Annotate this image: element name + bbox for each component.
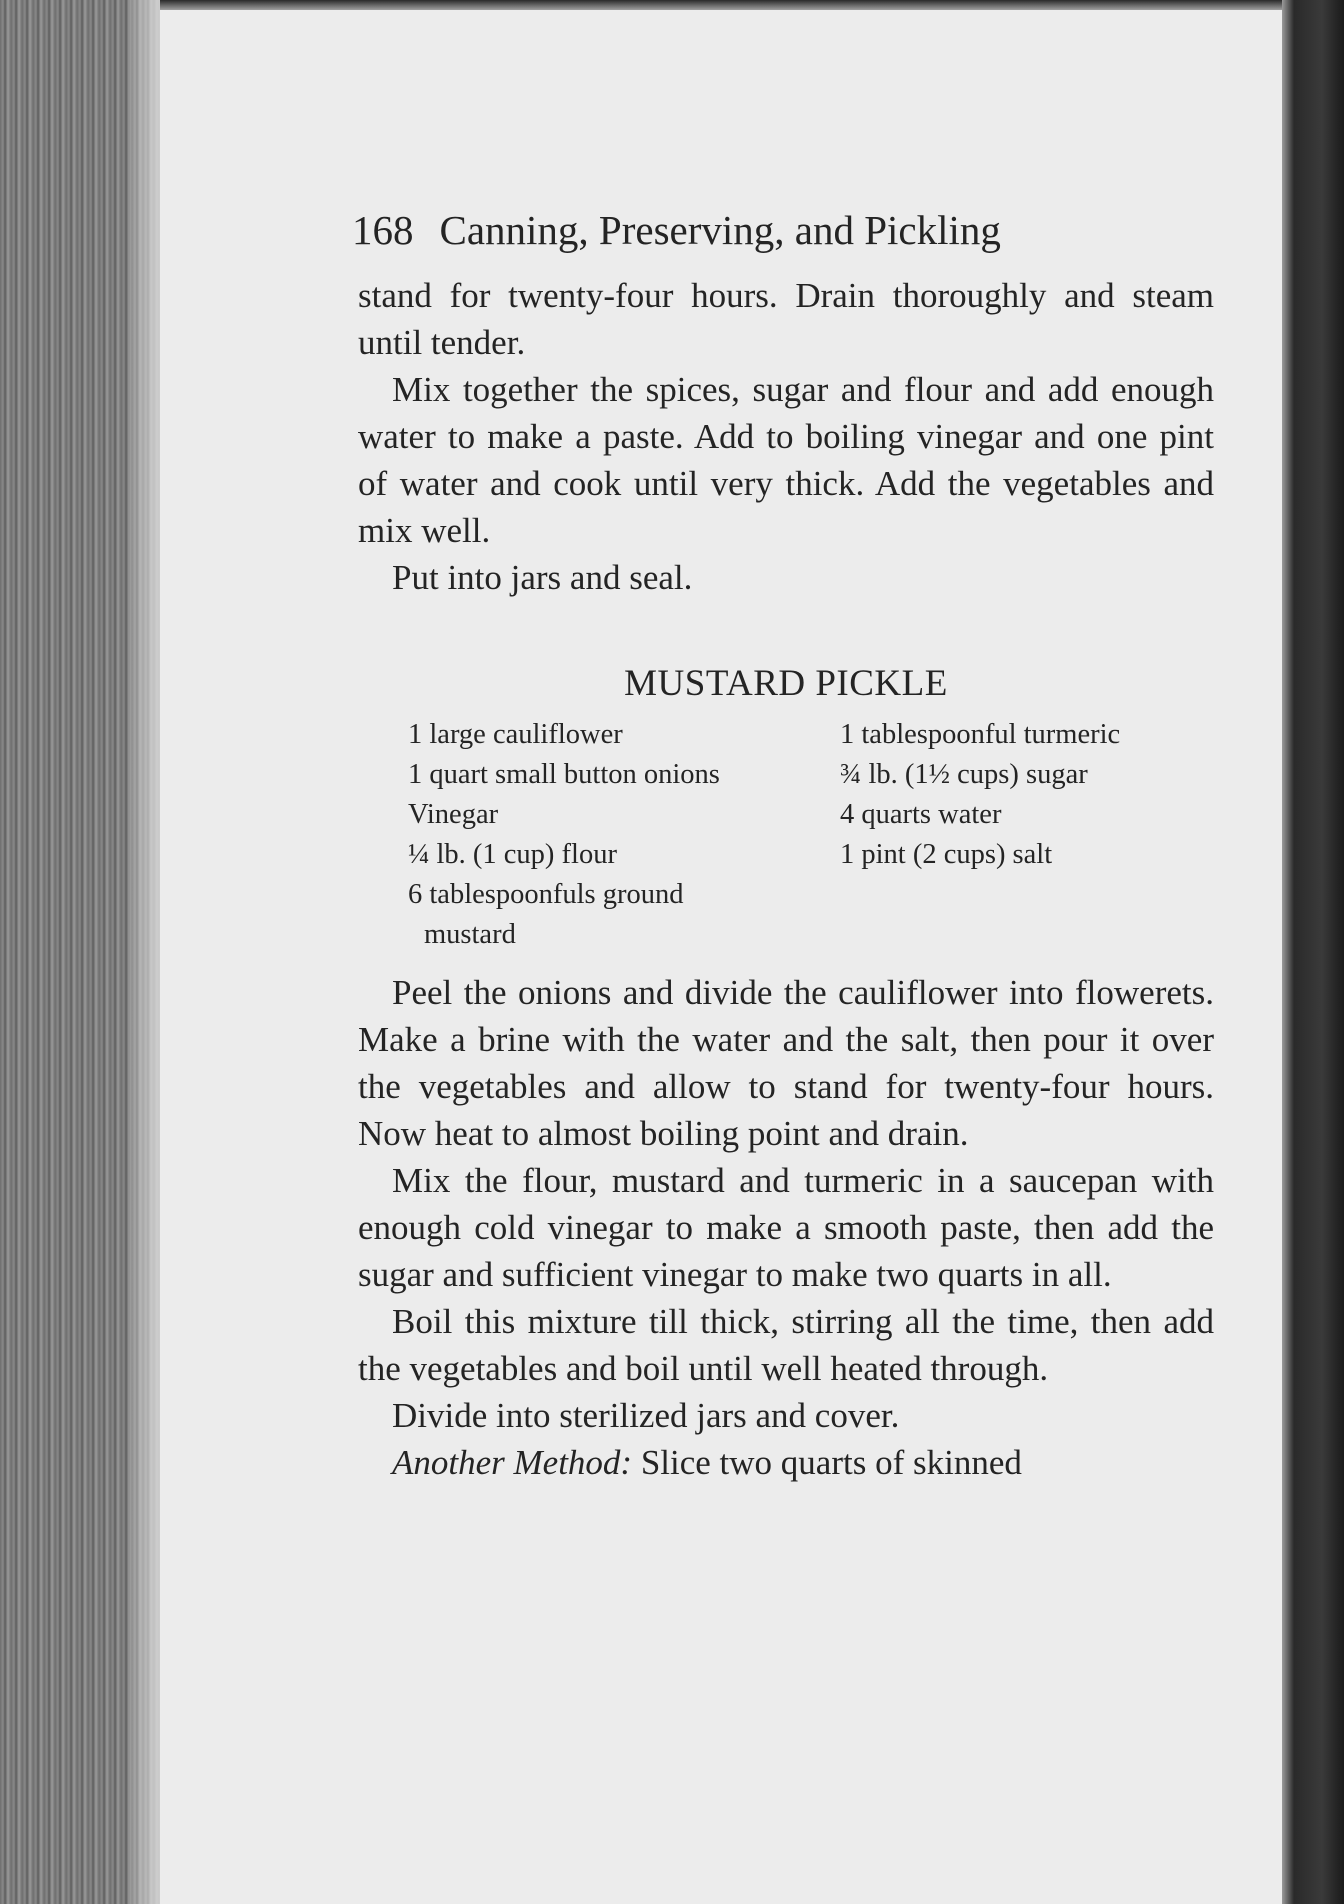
method-paragraph: Boil this mixture till thick, stirring all the time, then add the vegetables and boil until well heated through.: [358, 1302, 1214, 1388]
intro-paragraph: Put into jars and seal.: [392, 558, 693, 597]
method-paragraph: Peel the onions and divide the cauliflower into flowerets. Make a brine with the water and the salt, then pour it over the vegetables and allow to stand for twenty-four hours. Now heat to almost boiling point and drain.: [358, 973, 1214, 1153]
ingredient: 1 quart small button onions: [408, 759, 720, 790]
another-method-text: Slice two quarts of skinned: [640, 1443, 1022, 1482]
recipe-title: MUSTARD PICKLE: [624, 663, 948, 704]
ingredient: 1 tablespoonful turmeric: [840, 719, 1121, 750]
another-method-label: Another Method:: [392, 1443, 633, 1482]
page-number: 168: [352, 207, 414, 253]
ingredient: ¼ lb. (1 cup) flour: [408, 839, 617, 870]
method-paragraph: Divide into sterilized jars and cover.: [392, 1396, 900, 1435]
page-content: [352, 200, 1214, 1486]
ingredients-left-column: [408, 715, 840, 955]
running-title: Canning, Preserving, and Pickling: [439, 207, 1001, 253]
running-header: [352, 200, 1214, 260]
book-page-edges: [0, 0, 170, 1904]
ingredient: 6 tablespoonfuls ground: [408, 879, 684, 910]
ingredient: 1 pint (2 cups) salt: [840, 839, 1053, 870]
ingredients-right-column: [840, 715, 1214, 955]
ingredient-continuation: mustard: [424, 919, 516, 950]
ingredient: ¾ lb. (1½ cups) sugar: [840, 759, 1088, 790]
ingredient: 4 quarts water: [840, 799, 1002, 830]
ingredient: Vinegar: [408, 799, 499, 830]
intro-paragraph: Mix together the spices, sugar and flour and add enough water to make a paste. Add to boiling vinegar and one pint of water and cook until very thick. Add the vegetables and mix well.: [358, 370, 1214, 550]
another-method-paragraph: [358, 1439, 1214, 1486]
ingredients-list: [408, 715, 1214, 955]
method-paragraph: Mix the flour, mustard and turmeric in a saucepan with enough cold vinegar to make a smooth paste, then add the sugar and sufficient vinegar to make two quarts in all.: [358, 1161, 1214, 1294]
book-right-edge: [1282, 0, 1344, 1904]
intro-paragraph: stand for twenty-four hours. Drain thoroughly and steam until tender.: [358, 276, 1214, 362]
ingredient: 1 large cauliflower: [408, 719, 623, 750]
